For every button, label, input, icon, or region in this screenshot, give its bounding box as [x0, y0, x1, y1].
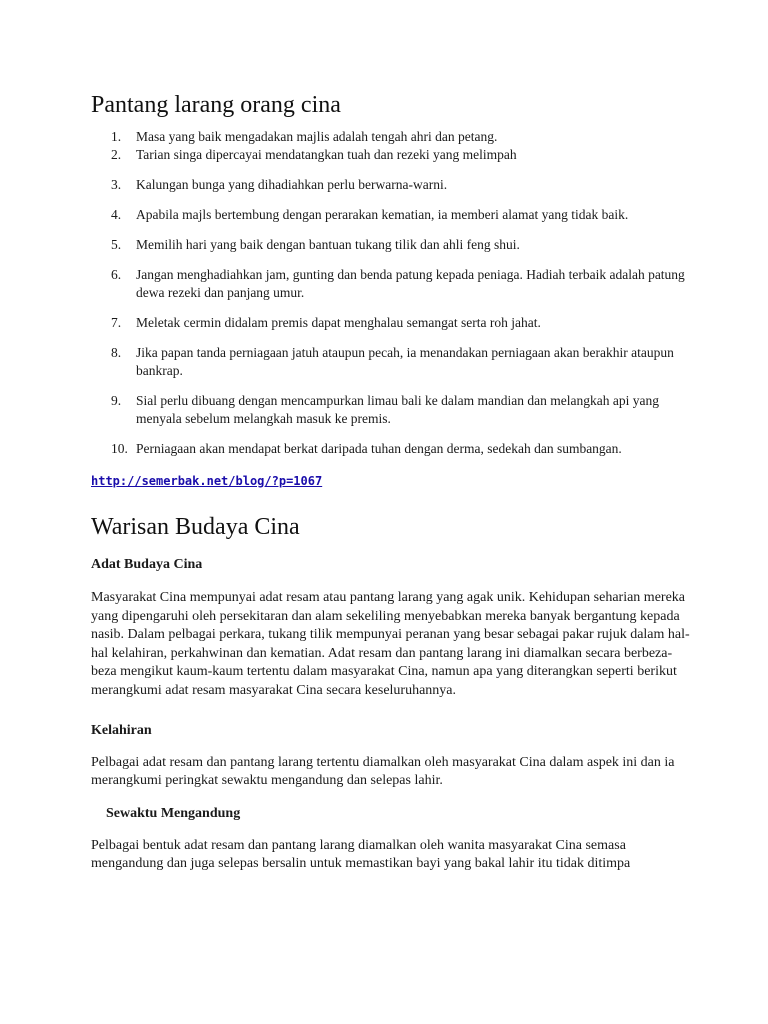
list-item	[91, 440, 691, 458]
list-number: 9.	[111, 393, 122, 408]
list-number: 3.	[111, 177, 122, 192]
list-text: Meletak cermin didalam premis dapat menghalau semangat serta roh jahat.	[136, 315, 541, 330]
list-item	[91, 392, 691, 428]
list-number: 6.	[111, 267, 122, 282]
document-content	[91, 90, 691, 874]
subheading-kelahiran: Kelahiran	[91, 722, 152, 738]
list-text: Jika papan tanda perniagaan jatuh ataupun pecah, ia menandakan perniagaan akan berakhir ataupun bankrap.	[136, 345, 674, 378]
source-link[interactable]: http://semerbak.net/blog/?p=1067	[91, 474, 323, 488]
list-number: 2.	[111, 147, 122, 162]
list-item	[91, 176, 691, 194]
list-text: Perniagaan akan mendapat berkat daripada tuhan dengan derma, sedekah dan sumbangan.	[136, 441, 622, 456]
list-number: 1.	[111, 129, 122, 144]
list-number: 7.	[111, 315, 122, 330]
list-text: Tarian singa dipercayai mendatangkan tuah dan rezeki yang melimpah	[136, 147, 517, 162]
subheading-sewaktu-mengandung: Sewaktu Mengandung	[106, 805, 241, 821]
list-item	[91, 146, 691, 164]
paragraph-kelahiran: Pelbagai adat resam dan pantang larang tertentu diamalkan oleh masyarakat Cina dalam aspek ini dan ia merangkumi peringkat sewaktu mengandung dan selepas lahir.	[91, 754, 675, 789]
list-item	[91, 266, 691, 302]
list-item	[91, 344, 691, 380]
list-text: Apabila majls bertembung dengan perarakan kematian, ia memberi alamat yang tidak baik.	[136, 207, 629, 222]
paragraph-sewaktu-mengandung: Pelbagai bentuk adat resam dan pantang larang diamalkan oleh wanita masyarakat Cina semasa mengandung dan juga selepas bersalin untuk memastikan bayi yang bakal lahir itu tidak ditimpa	[91, 837, 631, 872]
list-number: 10.	[111, 441, 128, 456]
paragraph-adat-budaya: Masyarakat Cina mempunyai adat resam atau pantang larang yang agak unik. Kehidupan seharian mereka yang dipengaruhi oleh persekitaran dan alam sekeliling menyebabkan mereka banyak bergantung kepada nasib. Dalam pelbagai perkara, tukang tilik mempunyai peranan yang besar sebagai pakar rujuk dalam hal-hal kelahiran, perkahwinan dan kematian. Adat resam dan pantang larang ini diamalkan secara berbeza-beza mengikut kaum-kaum tertentu dalam masyarakat Cina, namun apa yang diterangkan seperti berikut merangkumi adat resam masyarakat Cina secara keseluruhannya.	[91, 590, 690, 698]
pantang-larang-list	[91, 128, 691, 458]
heading-pantang-larang: Pantang larang orang cina	[91, 92, 341, 118]
list-number: 5.	[111, 237, 122, 252]
list-text: Kalungan bunga yang dihadiahkan perlu berwarna-warni.	[136, 177, 448, 192]
list-item	[91, 236, 691, 254]
list-text: Sial perlu dibuang dengan mencampurkan limau bali ke dalam mandian dan melangkah api yang menyala sebelum melangkah masuk ke premis.	[136, 393, 659, 426]
list-item	[91, 206, 691, 224]
list-text: Memilih hari yang baik dengan bantuan tukang tilik dan ahli feng shui.	[136, 237, 520, 252]
list-item	[91, 128, 691, 146]
subheading-adat-budaya: Adat Budaya Cina	[91, 557, 203, 572]
list-text: Masa yang baik mengadakan majlis adalah tengah ahri dan petang.	[136, 129, 498, 144]
list-number: 8.	[111, 345, 122, 360]
heading-warisan-budaya: Warisan Budaya Cina	[91, 514, 300, 540]
list-item	[91, 314, 691, 332]
list-text: Jangan menghadiahkan jam, gunting dan benda patung kepada peniaga. Hadiah terbaik adalah patung dewa rezeki dan panjang umur.	[136, 267, 685, 300]
list-number: 4.	[111, 207, 122, 222]
